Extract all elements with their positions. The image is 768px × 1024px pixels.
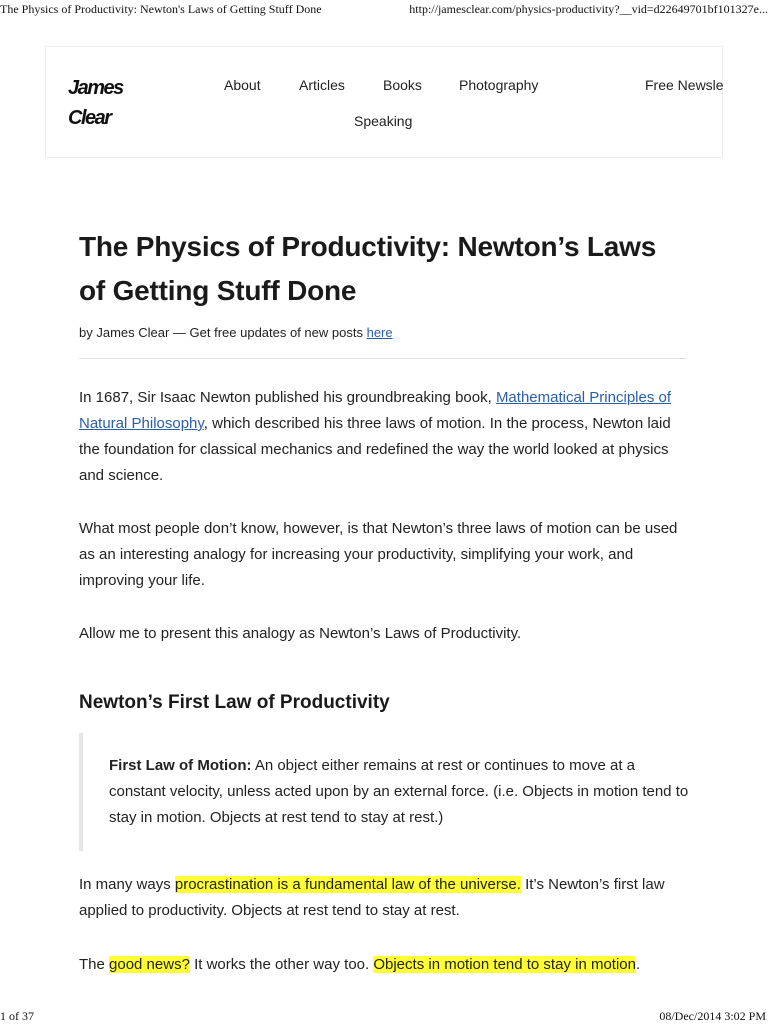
nav-item-photography[interactable]: Photography bbox=[459, 77, 539, 93]
intro-text-end: , which described his three laws of motion. In the process, Newton laid the foundation for classical mechanics and redefined the way the world looked at physics and science. bbox=[79, 415, 671, 484]
subscribe-link[interactable]: here bbox=[366, 325, 393, 340]
p5-text-start: The bbox=[79, 956, 110, 973]
divider bbox=[79, 358, 686, 359]
section-heading: Newton’s First Law of Productivity bbox=[79, 692, 390, 713]
highlight-good-news: good news? bbox=[109, 956, 190, 973]
logo-line-1: James bbox=[68, 77, 123, 99]
highlight-procrastination: procrastination is a fundamental law of the universe. bbox=[174, 876, 521, 893]
print-footer bbox=[0, 1006, 768, 1024]
quote-body: An object either remains at rest or continues to move at a constant velocity, unless acted upon by an external force. (i.e. Objects in motion tend to stay in motion. Objects at rest tend to stay at rest.) bbox=[109, 757, 689, 826]
print-header-title: The Physics of Productivity: Newton's Laws of Getting Stuff Done bbox=[0, 2, 322, 16]
highlight-objects-in-motion: Objects in motion tend to stay in motion bbox=[373, 956, 636, 973]
site-logo[interactable] bbox=[68, 73, 138, 129]
book-link[interactable]: Mathematical Principles of Natural Philosophy bbox=[79, 389, 672, 432]
logo-line-2: Clear bbox=[68, 107, 111, 129]
article-title: The Physics of Productivity: Newton’s Laws of Getting Stuff Done bbox=[79, 231, 657, 306]
print-header-url: http://jamesclear.com/physics-productivity?__vid=d22649701bf101327e... bbox=[409, 2, 768, 16]
site-header bbox=[45, 46, 723, 158]
nav-item-articles[interactable]: Articles bbox=[299, 77, 345, 93]
byline-text: by James Clear — Get free updates of new posts bbox=[79, 325, 367, 340]
print-header bbox=[0, 0, 768, 20]
p5-text-end: . bbox=[635, 956, 641, 973]
present-paragraph: Allow me to present this analogy as Newton’s Laws of Productivity. bbox=[79, 625, 522, 642]
byline bbox=[79, 325, 393, 340]
article bbox=[79, 225, 689, 973]
nav-item-books[interactable]: Books bbox=[383, 77, 422, 93]
p4-text-start: In many ways bbox=[79, 876, 175, 893]
p4-text-end: It’s Newton’s first law applied to productivity. Objects at rest tend to stay at rest. bbox=[79, 876, 665, 919]
blockquote bbox=[79, 733, 689, 851]
print-date: 08/Dec/2014 3:02 PM bbox=[659, 1009, 766, 1023]
procrastination-paragraph bbox=[79, 872, 689, 924]
analogy-paragraph: What most people don’t know, however, is that Newton’s three laws of motion can be used as an interesting analogy for increasing your productivity, simplifying your work, and improving your life. bbox=[79, 520, 678, 589]
p5-text-middle: It works the other way too. bbox=[189, 956, 374, 973]
nav-item-free-newsletter[interactable]: Free Newsle bbox=[645, 77, 724, 93]
good-news-paragraph bbox=[79, 952, 689, 978]
nav-item-speaking[interactable]: Speaking bbox=[354, 113, 413, 129]
quote-label: First Law of Motion: bbox=[109, 757, 252, 774]
quote-text bbox=[109, 753, 689, 831]
page-number: 1 of 37 bbox=[0, 1009, 34, 1023]
intro-paragraph bbox=[79, 385, 689, 489]
intro-text-start: In 1687, Sir Isaac Newton published his groundbreaking book, bbox=[79, 389, 496, 406]
nav-item-about[interactable]: About bbox=[224, 77, 261, 93]
